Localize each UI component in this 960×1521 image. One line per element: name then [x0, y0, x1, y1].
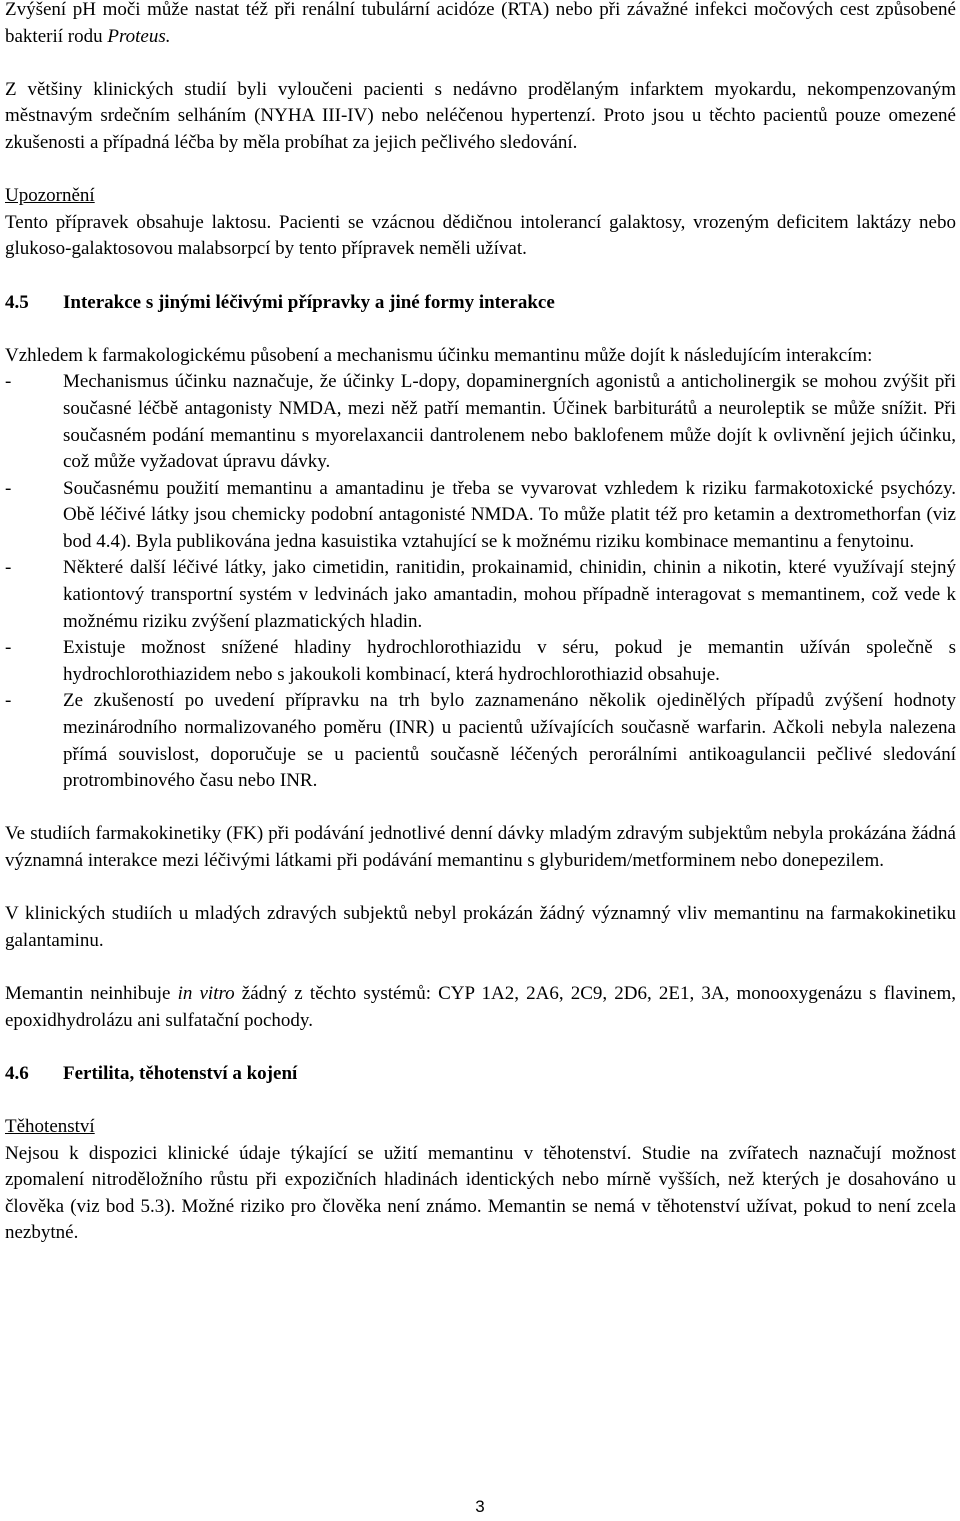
interaction-item-text: Mechanismus účinku naznačuje, že účinky L-dopy, dopaminergních agonistů a anticholinergik se mohou zvýšit při současné léčbě antagonisty NMDA, mezi něž patří memantin. Účinek barbiturátů a neuroleptik se může snížit. Při současném podání memantinu s myorelaxancii dantrolenem nebo baklofenem může dojít k ovlivnění jejich účinku, což může vyžadovat úpravu dávky. — [63, 371, 956, 473]
section-title: Interakce s jinými léčivými přípravky a jiné formy interakce — [63, 291, 555, 313]
dash-marker: - — [5, 477, 12, 499]
warning-text: Tento přípravek obsahuje laktosu. Pacienti se vzácnou dědičnou intolerancí galaktosy, vrozeným deficitem laktázy nebo glukoso-galaktosovou malabsorpcí by tento přípravek neměli užívat. — [5, 211, 956, 260]
dash-marker: - — [5, 690, 12, 712]
paragraph-galantamine: V klinických studiích u mladých zdravých subjektů nebyl prokázán žádný významný vliv memantinu na farmakokinetiku galantaminu. — [5, 903, 956, 951]
spacer — [5, 875, 956, 902]
interaction-list-item — [5, 688, 956, 794]
paragraph-rta — [5, 0, 956, 50]
in-vitro-italic: in vitro — [177, 982, 235, 1004]
pregnancy-text: Nejsou k dispozici klinické údaje týkající se užití memantinu v těhotenství. Studie na zvířatech naznačují možnost zpomalení nitroděložního růstu při expozičních hladinách identických nebo mírně vyšších, než kterých je dosahováno u člověka (viz bod 5.3). Možné riziko pro člověka není známo. Memantin se nemá v těhotenství užívat, pokud to není zcela nezbytné. — [5, 1142, 956, 1244]
proteus-italic: Proteus. — [107, 25, 171, 47]
interaction-list-item — [5, 635, 956, 688]
interaction-item-text: Ze zkušeností po uvedení přípravku na trh bylo zaznamenáno několik ojedinělých případů zvýšení hodnoty mezinárodního normalizovaného poměru (INR) u pacientů užívajících současně warfarin. Ačkoli nebyla nalezena přímá souvislost, doporučuje se u pacientů současně léčených perorálními antikoagulancii pečlivé sledování protrombinového času nebo INR. — [63, 690, 956, 792]
section-number: 4.5 — [5, 291, 29, 313]
section-title: Fertilita, těhotenství a kojení — [63, 1062, 298, 1084]
spacer — [5, 263, 956, 290]
interaction-item-text: Současnému použití memantinu a amantadinu je třeba se vyvarovat vzhledem k riziku farmakotoxické psychózy. Obě léčivé látky jsou chemicky podobní antagonisté NMDA. To může platit též pro ketamin a dextromethorfan (viz bod 4.4). Byla publikována jedna kasuistika vztahující se k možnému riziku kombinace memantinu a fenytoinu. — [63, 477, 956, 552]
spacer — [5, 1034, 956, 1061]
cyp-text-start: Memantin neinhibuje — [5, 982, 178, 1004]
spacer — [5, 316, 956, 343]
page-number: 3 — [475, 1497, 485, 1516]
interactions-intro: Vzhledem k farmakologickému působení a mechanismu účinku memantinu může dojít k následujícím interakcím: — [5, 344, 873, 366]
interaction-item-text: Existuje možnost snížené hladiny hydrochlorothiazidu v séru, pokud je memantin užíván společně s hydrochlorothiazidem nebo s jakoukoli kombinací, která hydrochlorothiazid obsahuje. — [63, 637, 956, 685]
paragraph-exclusions: Z většiny klinických studií byli vyloučeni pacienti s nedávno prodělaným infarktem myokardu, nekompenzovaným městnavým srdečním selháním (NYHA III-IV) nebo neléčenou hypertenzí. Proto jsou u těchto pacientů pouze omezené zkušenosti a případná léčba by měla probíhat za jejich pečlivého sledování. — [5, 78, 956, 153]
spacer — [5, 954, 956, 981]
interaction-item-text: Některé další léčivé látky, jako cimetidin, ranitidin, prokainamid, chinidin, chinin a nikotin, které využívají stejný kationtový transportní systém v ledvinách jako amantadin, mohou případně interagovat s memantinem, což vede k možnému riziku zvýšení plazmatických hladin. — [63, 557, 956, 632]
spacer — [5, 50, 956, 77]
dash-marker: - — [5, 637, 12, 659]
interaction-list-item — [5, 555, 956, 635]
section-number: 4.6 — [5, 1062, 29, 1084]
paragraph-cyp — [5, 981, 956, 1034]
dash-marker: - — [5, 557, 12, 579]
warning-title: Upozornění — [5, 185, 95, 207]
pregnancy-title: Těhotenství — [5, 1115, 95, 1137]
section-heading-4-5 — [5, 290, 956, 317]
interaction-list-item — [5, 369, 956, 475]
cyp-text-end: žádný z těchto systémů: CYP 1A2, 2A6, 2C9, 2D6, 2E1, 3A, monooxygenázu s flavinem, epoxidhydrolázu ani sulfatační pochody. — [5, 982, 956, 1031]
spacer — [5, 157, 956, 184]
dash-marker: - — [5, 371, 12, 393]
paragraph-pharmacokinetics: Ve studiích farmakokinetiky (FK) při podávání jednotlivé denní dávky mladým zdravým subjektům nebyla prokázána žádná významná interakce mezi léčivými látkami při podávání memantinu s glyburidem/metforminem nebo donepezilem. — [5, 823, 956, 871]
spacer — [5, 1087, 956, 1114]
paragraph-rta-text: Zvýšení pH moči může nastat též při renální tubulární acidóze (RTA) nebo při závažné infekci močových cest způsobené bakterií rodu — [5, 0, 956, 47]
spacer — [5, 795, 956, 822]
section-heading-4-6 — [5, 1061, 956, 1088]
interaction-list-item — [5, 476, 956, 556]
